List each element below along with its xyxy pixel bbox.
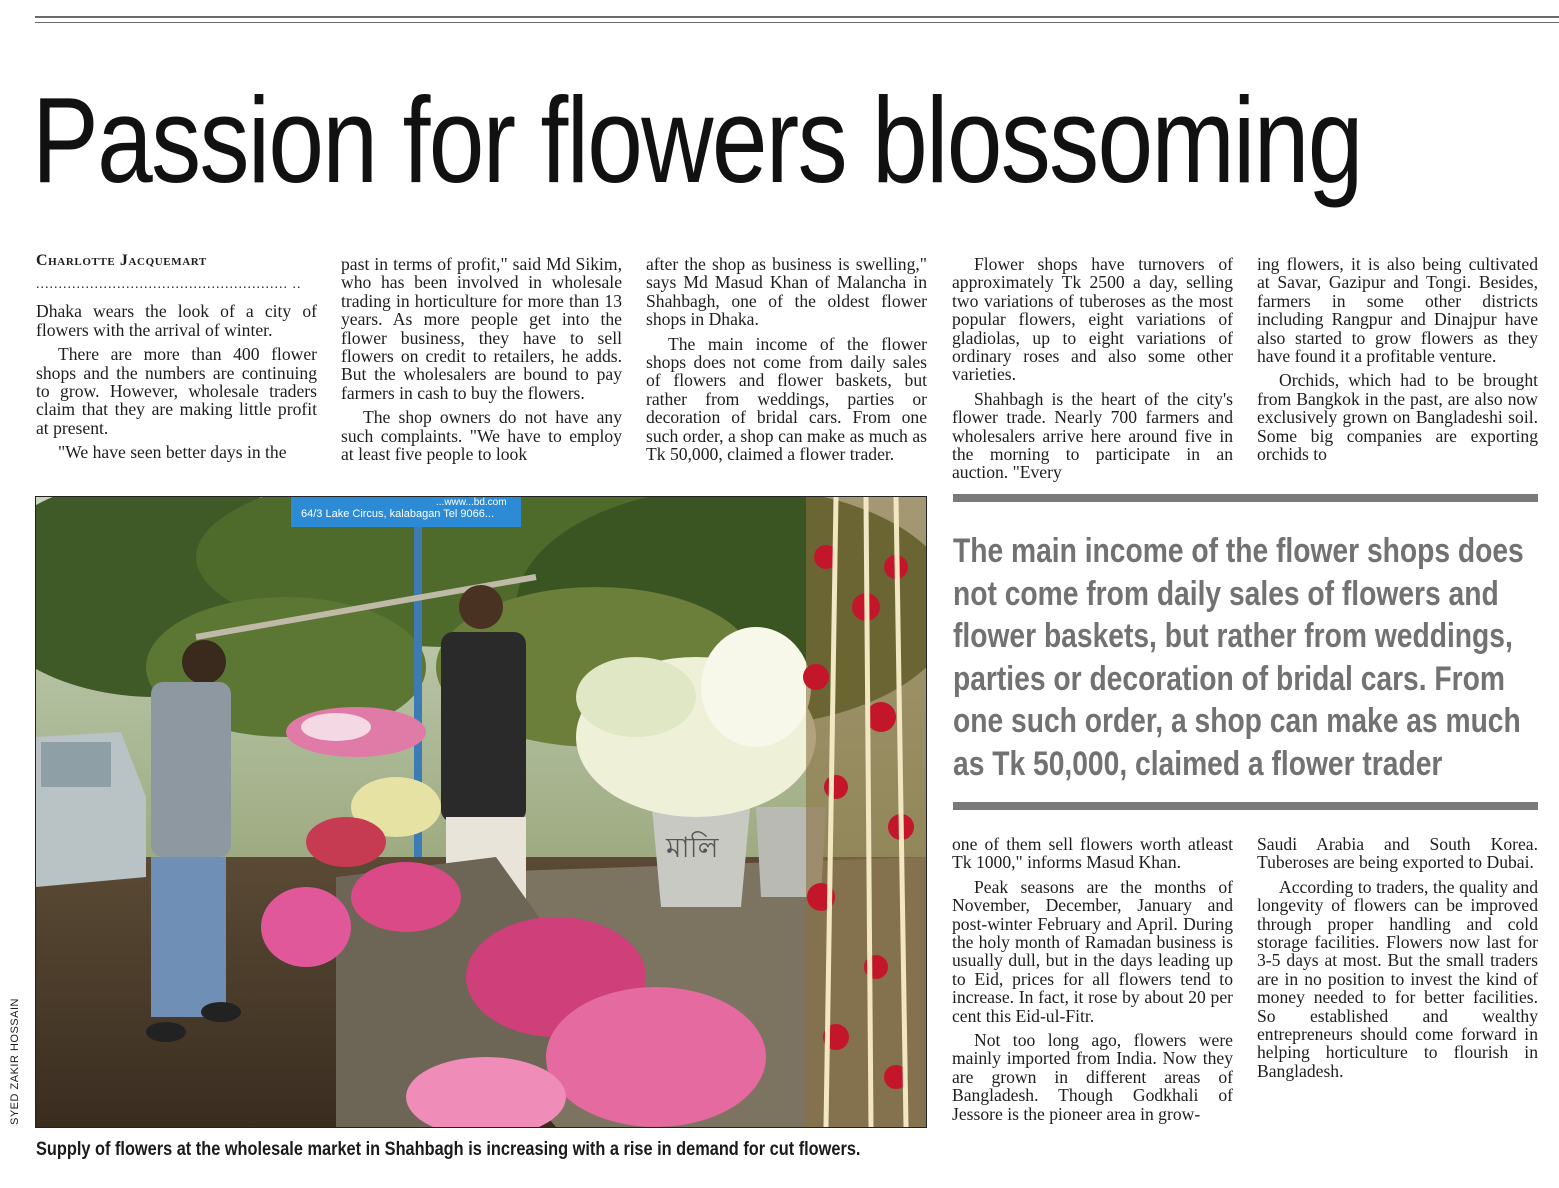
top-rule [35,16,1559,18]
photo-credit: SYED ZAKIR HOSSAIN [9,998,21,1125]
paragraph: There are more than 400 flower shops and the numbers are continuing to grow. However, wholesale traders claim that they are making little profit at present. [36,344,317,438]
column-4-bottom [952,835,1233,1123]
pull-quote: The main income of the flower shops does not come from daily sales of flowers and flower baskets, but rather from weddings, parties or decoration of bridal cars. From one such order, a shop can make as much as Tk 50,000, claimed a flower trader [953,532,1524,783]
bucket-text: মালি [666,831,719,864]
column-4-top [952,255,1233,482]
paragraph: after the shop as business is swelling," says Md Masud Khan of Malancha in Shahbagh, one of the oldest flower shops in Dhaka. [646,254,927,330]
paragraph: Peak seasons are the months of November, December, January and post-winter February and April. During the holy month of Ramadan business is usually dull, but in the days leading up to Eid, prices for all flowers tend to increase. In fact, it rose by about 20 per cent this Eid-ul-Fitr. [952,876,1233,1026]
paragraph: According to traders, the quality and longevity of flowers can be improved through proper handling and cold storage facilities. Flowers now last for 3-5 days at most. But the small traders are in no position to invest the kind of money needed to for better facilities. So established and wealthy entrepreneurs should come forward in helping horticulture to flourish in Bangladesh. [1257,876,1538,1081]
column-1 [36,252,317,462]
top-rule-thin [35,22,1559,23]
column-3 [646,255,927,463]
byline: Charlotte Jacquemart [36,252,207,269]
column-2 [341,255,622,463]
paragraph: "We have seen better days in the [58,442,287,463]
paragraph: ing flowers, it is also being cultivated at Savar, Gazipur and Tongi. Besides, farmers in some other districts including Rangpur and Dinajpur have also started to grow flowers as they have found it a profitable venture. [1257,254,1538,367]
paragraph: Orchids, which had to be brought from Bangkok in the past, are also now exclusively grown on Bangladeshi soil. Some big companies are exporting orchids to [1257,370,1538,465]
pullquote-rule-top [953,494,1538,502]
shop-sign-text: 64/3 Lake Circus, kalabagan Tel 9066... [301,508,495,520]
pullquote-rule-bottom [953,802,1538,810]
paragraph: Shahbagh is the heart of the city's flower trade. Nearly 700 farmers and wholesalers arrive here around five in the morning to participate in an auction. "Every [952,388,1233,483]
paragraph: Saudi Arabia and South Korea. Tuberoses are being exported to Dubai. [1257,834,1538,873]
paragraph: The main income of the flower shops does not come from daily sales of flowers and flower baskets, but rather from weddings, parties or decoration of bridal cars. From one such order, a shop can make as much as Tk 50,000, claimed a flower trader. [646,333,927,465]
byline-divider: ........................................................ .. [36,277,302,293]
column-5-top [1257,255,1538,463]
paragraph: past in terms of profit," said Md Sikim, who has been involved in wholesale trading in horticulture for more than 13 years. As more people get into the flower business, they have to sell flowers on credit to retailers, he adds. But the wholesalers are bound to pay farmers in cash to buy the flowers. [341,254,622,403]
paragraph: Dhaka wears the look of a city of flowers with the arrival of winter. [36,301,317,340]
flower-market-photo [35,496,927,1128]
shop-sign-url: ...www...bd.com [436,497,507,508]
paragraph: The shop owners do not have any such complaints. "We have to employ at least five people to look [341,407,622,465]
article-headline: Passion for flowers blossoming [32,72,1362,208]
paragraph: one of them sell flowers worth atleast Tk 1000," informs Masud Khan. [952,834,1233,873]
paragraph: Not too long ago, flowers were mainly imported from India. Now they are grown in different areas of Bangladesh. Though Godkhali of Jessore is the pioneer area in grow- [952,1030,1233,1124]
photo-caption: Supply of flowers at the wholesale market in Shahbagh is increasing with a rise in demand for cut flowers. [36,1139,861,1160]
column-5-bottom [1257,835,1538,1080]
photo-illustration [36,497,926,1127]
paragraph: Flower shops have turnovers of approximately Tk 2500 a day, selling two variations of tuberoses as the most popular flowers, eight variations of gladiolas, up to eight variations of ordinary roses and also some other varieties. [952,254,1233,385]
